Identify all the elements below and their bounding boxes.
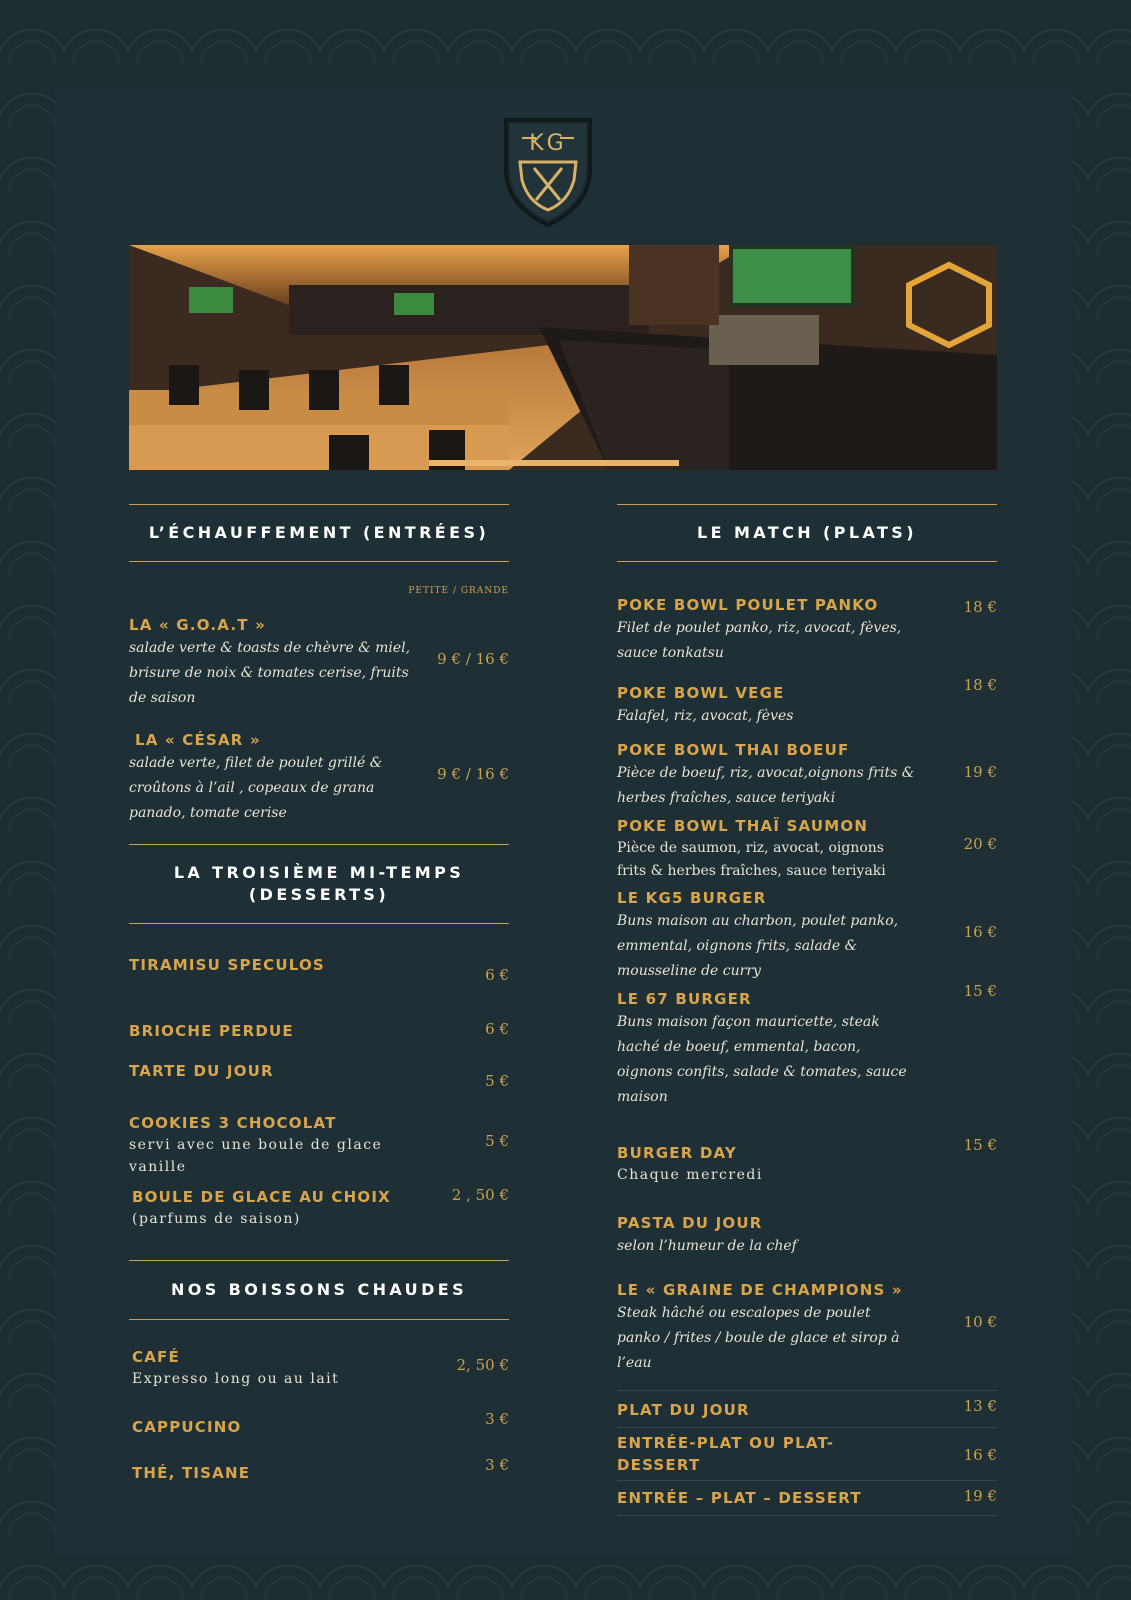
item-price: 2 , 50 € [451,1186,509,1204]
item-desc: Falafel, riz, avocat, fèves [617,708,794,724]
item-name: LE KG5 BURGER [617,889,767,907]
item-desc: salade verte, filet de poulet grillé & croûtons à l’ail , copeaux de grana panado, tomate cerise [129,755,383,821]
menu-item-poke-saumon [617,815,997,883]
item-price: 9 € / 16 € [437,765,509,783]
item-price: 6 € [485,1020,509,1038]
item-price: 16 € [963,923,997,941]
restaurant-photo [129,245,997,470]
entrees-heading [129,504,509,562]
desserts-title-line1: LA TROISIÈME MI-TEMPS [173,863,465,882]
item-name: POKE BOWL POULET PANKO [617,596,879,614]
boissons-title: NOS BOISSONS CHAUDES [171,1280,467,1299]
item-price: 5 € [485,1132,509,1150]
item-price: 5 € [485,1072,509,1090]
item-desc: Expresso long ou au lait [132,1371,340,1387]
item-desc: Filet de poulet panko, riz, avocat, fèves, sauce tonkatsu [617,620,902,661]
item-desc: Pièce de saumon, riz, avocat, oignons frits & herbes fraîches, sauce teriyaki [617,840,886,879]
item-name: BOULE DE GLACE AU CHOIX [132,1188,391,1206]
item-name: PASTA DU JOUR [617,1214,763,1232]
item-desc: salade verte & toasts de chèvre & miel, brisure de noix & tomates cerise, fruits de saison [129,640,411,706]
menu-item-goat [129,614,509,711]
menu-item-poke-boeuf [617,739,997,811]
menu-item-cappucino [129,1410,509,1440]
plats-title: LE MATCH (PLATS) [697,523,917,542]
item-price: 15 € [963,982,997,1000]
menu-item-entree-plat [617,1428,997,1480]
item-price: 6 € [485,966,509,984]
menu-item-poke-poulet [617,594,997,666]
item-name: LA « CÉSAR » [135,731,261,749]
item-name: LE « GRAINE DE CHAMPIONS » [617,1281,903,1299]
menu-item-cafe [129,1346,509,1390]
menu-item-cesar [129,729,509,826]
menu-item-graine-champions [617,1279,997,1376]
desserts-title-line2: (DESSERTS) [248,885,390,904]
item-name: CAFÉ [132,1348,180,1366]
item-name: LA « G.O.A.T » [129,616,266,634]
item-price: 3 € [485,1410,509,1428]
item-name: THÉ, TISANE [132,1464,251,1482]
item-price: 13 € [963,1397,997,1415]
entrees-title: L’ÉCHAUFFEMENT (ENTRÉES) [148,523,490,542]
item-price: 18 € [963,676,997,694]
item-price: 3 € [485,1456,509,1474]
item-name: LE 67 BURGER [617,990,752,1008]
item-name: POKE BOWL VEGE [617,684,785,702]
desserts-heading [129,844,509,924]
item-name: COOKIES 3 CHOCOLAT [129,1114,337,1132]
item-price: 15 € [963,1136,997,1154]
menu-item-tarte [129,1060,509,1102]
item-desc: Steak hâché ou escalopes de poulet panko / frites / boule de glace et sirop à l’eau [617,1305,900,1371]
boissons-heading [129,1260,509,1320]
item-name: ENTRÉE-PLAT OU PLAT-DESSERT [617,1434,835,1474]
menu-item-67-burger [617,982,997,1110]
item-desc: Chaque mercredi [617,1167,763,1183]
menu-item-the [129,1456,509,1486]
menu-item-kg5-burger [617,887,997,984]
item-price: 20 € [963,835,997,853]
item-desc: Buns maison façon mauricette, steak haché de boeuf, emmental, bacon, oignons confits, salade & tomates, sauce maison [617,1014,907,1105]
logo-text: KG [529,131,567,156]
item-name: ENTRÉE – PLAT – DESSERT [617,1489,862,1507]
item-price: 10 € [963,1313,997,1331]
item-name: POKE BOWL THAÏ SAUMON [617,817,869,835]
item-desc: servi avec une boule de glace vanille [129,1137,383,1175]
plats-heading [617,504,997,562]
left-column [129,504,509,1486]
item-price: 9 € / 16 € [437,650,509,668]
item-name: BRIOCHE PERDUE [129,1022,294,1040]
menu-item-plat-du-jour [617,1391,997,1427]
right-column [617,504,997,1516]
item-price: 16 € [963,1446,997,1464]
item-name: TIRAMISU SPECULOS [129,956,325,974]
menu-item-pasta [617,1212,997,1259]
item-name: CAPPUCINO [132,1418,242,1436]
menu-item-entree-plat-dessert [617,1481,997,1515]
menu-item-glace [129,1186,509,1230]
item-price: 19 € [963,763,997,781]
item-name: BURGER DAY [617,1144,737,1162]
menu-item-burger-day [617,1136,997,1186]
item-desc: selon l’humeur de la chef [617,1238,797,1254]
item-name: POKE BOWL THAI BOEUF [617,741,850,759]
item-price: 18 € [963,598,997,616]
item-price: 19 € [963,1487,997,1505]
item-name: PLAT DU JOUR [617,1401,750,1419]
item-desc: Pièce de boeuf, riz, avocat,oignons frits & herbes fraîches, sauce teriyaki [617,765,915,806]
menu-item-brioche [129,1020,509,1050]
menu-panel [55,88,1072,1556]
item-price: 2, 50 € [456,1356,509,1374]
size-header: PETITE / GRANDE [408,586,509,596]
item-desc: (parfums de saison) [132,1211,301,1227]
menu-item-poke-vege [617,676,997,729]
menu-item-cookies [129,1112,509,1178]
item-desc: Buns maison au charbon, poulet panko, emmental, oignons frits, salade & mousseline de curry [617,913,899,979]
kg-shield-logo [498,110,598,230]
item-name: TARTE DU JOUR [129,1062,274,1080]
menu-item-tiramisu [129,954,509,1004]
divider [617,1515,997,1516]
